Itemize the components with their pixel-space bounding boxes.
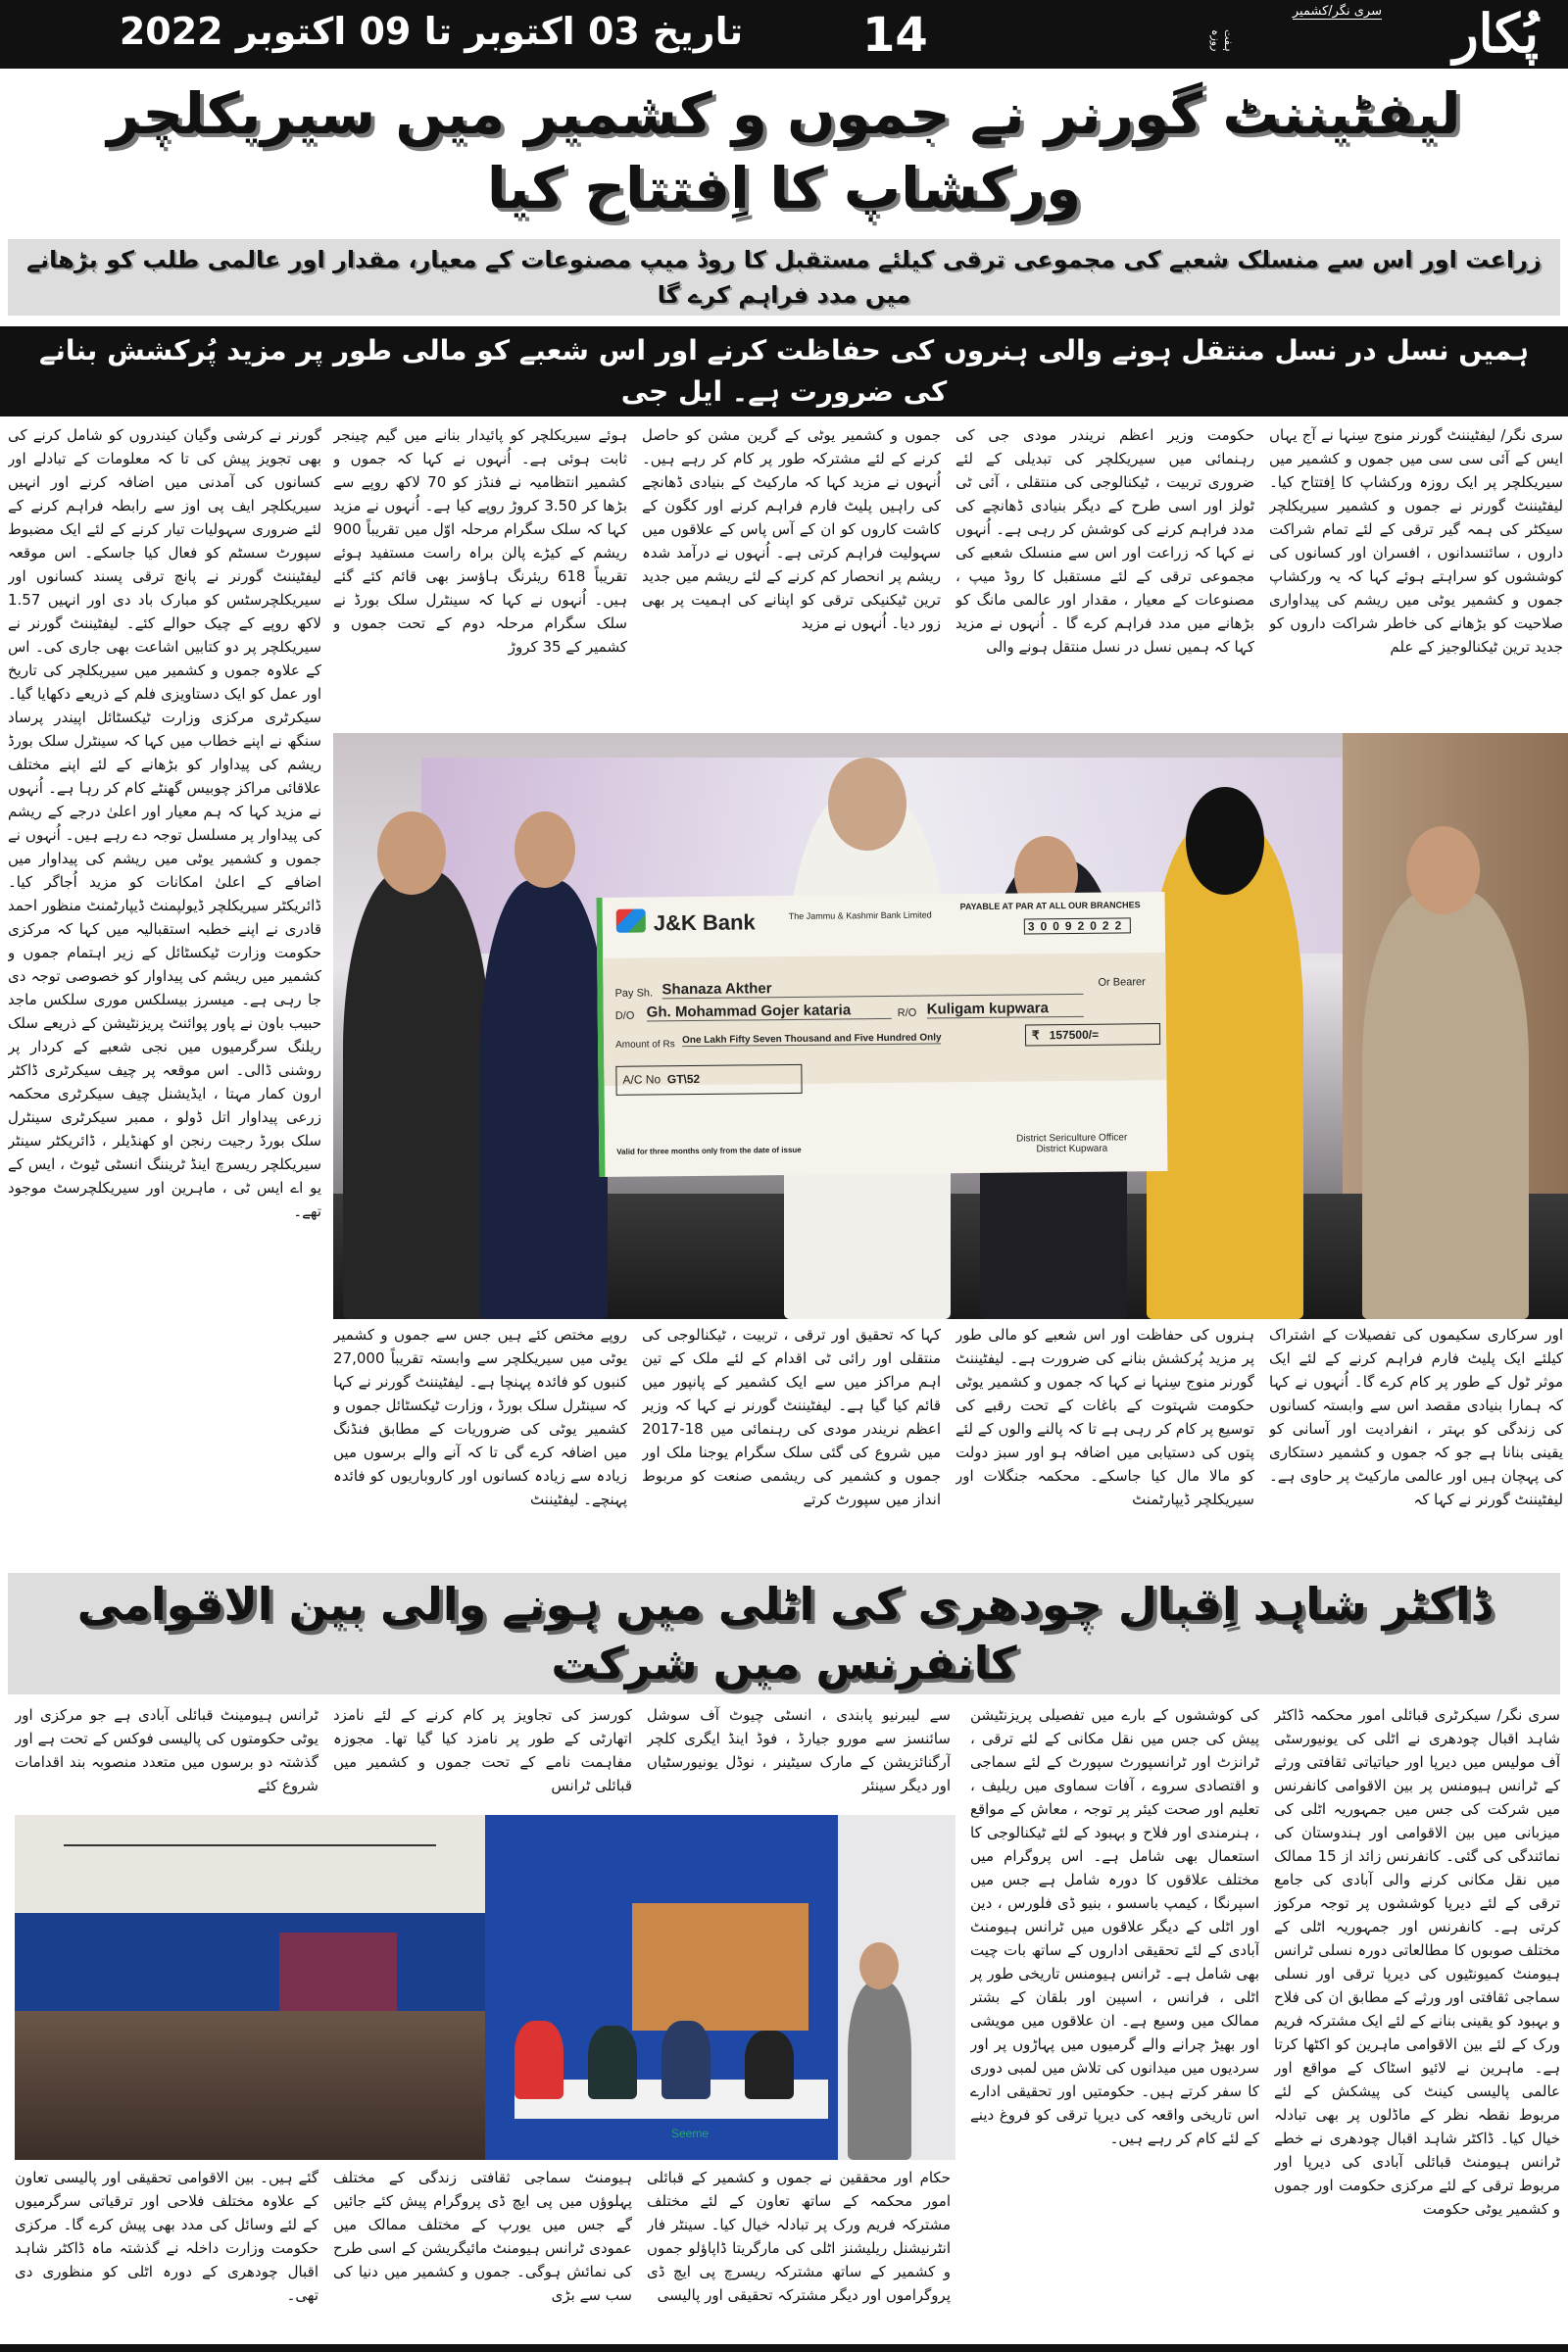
panelist [514,2021,564,2099]
person-head [828,758,906,851]
story1-photo [333,733,1568,1319]
conference-speaker-photo [485,1815,956,2160]
speaker-standing [848,1982,911,2160]
story2-column-4-cont: ہیومنٹ سماجی ثقافتی زندگی کے مختلف پہلوؤں میں پی ایچ ڈی پروگرام پیش کئے جائیں گے جس میں یورپ کے مختلف ممالک میں عمودی ٹرانس ہیومنٹ مائیگریشن کے اسی طرح کی نمائش ہوگی۔ جموں و کشمیر میں دنیا کی سب سے بڑی [333,2169,632,2304]
panelist [745,2031,794,2099]
story2-column-2: کی کوششوں کے بارے میں تفصیلی پریزنٹیشن پیش کی جس میں نقل مکانی کے لئے ترقی ، ٹرانزٹ اور ٹرانسپورٹ سپورٹ کے لئے سماجی و اقتصادی سروے ، آفات سماوی میں ریلیف ، تعلیم اور صحت کیئر پر توجہ ، معاش کے مواقع ، ہنرمندی اور فلاح و بہبود کے لئے ٹیکنالوجی کا استعمال بھی شامل ہے۔ اس پروگرام میں مختلف علاقوں کا دورہ شامل ہے جس میں اسپرنگا ، کیمپ باسسو ، بنیو ڈی فلورس ، دین اور اٹلی کے دیگر علاقوں میں ٹرانس ہیومنٹ آبادی کے لئے تحقیقی اداروں کے ساتھ بات چیت بھی شامل ہے۔ ٹرانس ہیومنس تاریخی طور پر اٹلی ، فرانس ، اسپین اور بلقان کے بشتر ممالک میں وسیع ہے۔ ان علاقوں میں مویشی اور بھیڑ چرانے والے گرمیوں میں پہاڑوں پر اور سردیوں میں میدانوں کی تلاش میں لمبی دوری کا سفر کرتے ہیں۔ حکومتیں اور تحقیقی ادارے اس تاریخی واقعہ کی دیرپا ترقی کو فروغ دینے کے لئے کام کر رہے ہیں۔ [970,1706,1259,2147]
projection-screen [279,1933,397,2011]
story1-column-5: گورنر نے کرشی وگیان کیندروں کو شامل کرنے کی بھی تجویز پیش کی تا کہ معلومات کے تبادلے اور کسانوں کی آمدنی میں اضافہ کرنے اور انہیں سیریکلچر ایف پی اوز سے رابطہ فراہم کرنے کے لئے ضروری سہولیات تیار کرنے کے لئے ایک مضبوط سپورٹ سسٹم کو فعال کیا جاسکے۔ اس موقعہ لیفٹیننٹ گورنر نے پانچ ترقی پسند کسانوں اور سیریکلچرسٹس کو مبارک باد دی اور انہیں 1.57 لاکھ روپے کے چیک حوالے کئے۔ لیفٹیننٹ گورنر نے سیریکلچر پر دو کتابیں اشاعت بھی جاری کی۔ اس کے علاوہ جموں و کشمیر میں سیریکلچر کی تاریخ اور عمل کو ایک دستاویزی فلم کے ذریعے دکھایا گیا۔ سیکرٹری مرکزی وزارت ٹیکسٹائل اپیندر پرساد سنگھ نے اپنے خطاب میں کہا کہ سینٹرل سلک بورڈ ریشم کی پیداوار کو بڑھانے کے لئے اپنے مختلف علاقائی مراکز چوبیس گھنٹے کام کر رہا ہے۔ اُنہوں نے مزید کہا کہ ہم معیار اور اعلیٰ درجے کے ریشم کی پیداوار پر مسلسل توجہ دے رہے ہیں۔ اُنہوں نے جموں و کشمیر یوٹی میں ریشم کی پیداوار میں اضافے کے اعلیٰ امکانات کو مزید اُجاگر کیا۔ ڈائریکٹر سیریکلچر ڈیولپمنٹ ڈیپارٹمنٹ منظور احمد قادری نے اپنے خطبہ استقبالیہ میں کہا کہ مرکزی حکومت وزارت ٹیکسٹائل کے زیر اہتمام جموں و کشمیر میں ریشم کی پیداوار کو خصوصی توجہ دی جا رہی ہے۔ میسرز بیسلکس موری سلکس ماجد حبیب باون نے پاور پوائنٹ پریزنٹیشن کے ذریعے سلک ریلنگ سرگرمیوں میں نجی شعبے کے کردار پر روشنی ڈالی۔ اس موقعہ پر چیف سیکرٹری ڈاکٹر ارون کمار مہتا ، ایڈیشنل چیف سیکرٹری محکمہ زرعی پیداوار اتل ڈولو ، ممبر سیکرٹری سینٹرل سلک بورڈ رجیت رنجن او کھنڈیلر ، ڈائریکٹر سینٹر سیریکلچر ریسرچ اینڈ ٹریننگ انسٹی ٹیوٹ ، ایس کے یو اے ایس ٹی ، ماہرین اور سیریکلچرسٹ موجود تھے۔ [8,426,321,1220]
cheque-signatory [1016,1132,1127,1154]
masthead-logo: پُکار [1452,2,1539,65]
cheque-amount-label: Amount of Rs [615,1039,675,1051]
person-head [1406,826,1480,914]
story1-column-3-cont: کہا کہ تحقیق اور ترقی ، تربیت ، ٹیکنالوجی کی منتقلی اور رائی ٹی اقدام کے لئے ملک کے تین اہم مراکز میں سے ایک کشمیر کے پانپور میں قائم کیا گیا ہے۔ لیفٹیننٹ گورنر نے کہا کہ وزیر اعظم نریندر مودی کی رہنمائی میں 18-2017 میں شروع کی گئی سلک سگرام یوجنا ملک اور جموں و کشمیر کی ریشمی صنعت کو مربوط انداز میں سپورٹ کرتے [642,1326,941,1508]
story1-column-4: ہوئے سیریکلچر کو پائیدار بنانے میں گیم چینجر ثابت ہوئی ہے۔ اُنہوں نے کہا کہ جموں و کشمیر انتظامیہ نے فنڈز کو 70 لاکھ روپے سے بڑھا کر 3.50 کروڑ روپے کیا ہے۔ اُنہوں نے مزید کہا کہ سلک سگرام مرحلہ اوّل میں تقریباً 900 ریشم کے کیڑے پالن براہ راست مستفید ہوئے تقریباً 618 ریئرنگ ہاؤسز بھی قائم کئے گئے ہیں۔ اُنہوں نے کہا کہ سینٹرل سلک بورڈ نے سلک سگرام مرحلہ دوم کے تحت جموں و کشمیر کے 35 کروڑ [333,426,627,656]
story1-column-1: سری نگر/ لیفٹیننٹ گورنر منوج سِنہا نے آج یہاں ایس کے آئی سی سی میں جموں و کشمیر میں سیریکلچر پر ایک روزہ ورکشاپ کا اِفتتاح کیا۔ لیفٹیننٹ گورنر نے جموں و کشمیر سیریکلچر سیکٹر کی ہمہ گیر ترقی کے لئے تمام شراکت داروں ، سائنسدانوں ، افسران اور کسانوں کی کوششوں کو سراہتے ہوئے کہا کہ یہ ورکشاپ جموں و کشمیر یوٹی میں ریشم کی پیداواری صلاحیت کو بڑھانے کی خاطر شراکت داروں کو جدید ترین ٹیکنالوجیز کے علم [1269,426,1563,656]
cheque-validity: Valid for three months only from the date of issue [616,1145,802,1156]
cheque-date: 30092022 [1024,917,1132,934]
cheque-residence: Kuligam kupwara [927,1000,1084,1019]
story1-column-1-cont: اور سرکاری سکیموں کی تفصیلات کے اشتراک کیلئے ایک پلیٹ فارم فراہم کرنے کے لئے ایک موثر ٹول کے طور پر کام کرے گا۔ اُنہوں نے کہا کہ ہمارا بنیادی مقصد اس سے وابستہ کسانوں کی زندگی کو بہتر ، انفرادیت اور آسانی کو یقینی بنانا ہے جو کہ جموں و کشمیر دستکاری کی پہچان ہیں اور عالمی مارکیٹ پر حاوی ہے۔ لیفٹیننٹ گورنر نے کہا کہ [1269,1326,1563,1508]
story2-column-4: کورسز کی تجاویز پر کام کرنے کے لئے نامزد اتھارٹی کے طور پر نامزد کیا گیا تھا۔ مجوزہ مفاہمت نامے کے تحت جموں و کشمیر میں قبائلی ٹرانس [333,1706,632,1794]
person-head [377,811,446,895]
jk-bank-logo-icon [616,909,646,933]
person-head-black-scarf [1186,787,1264,895]
person-right-suit [1362,890,1529,1319]
issue-date: تاریخ 03 اکتوبر تا 09 اکتوبر 2022 [119,10,744,53]
cheque-ac-label: A/C No [622,1072,662,1087]
story1-kicker: ہمیں نسل در نسل منتقل ہونے والی ہنروں کی حفاظت کرنے اور اس شعبے کو مالی طور پر مزید پُرکشش بنانے کی ضرورت ہے۔ ایل جی [0,326,1568,416]
cheque-parent: Gh. Mohammad Gojer kataria [647,1002,892,1022]
story1-column-3: جموں و کشمیر یوٹی کے گرین مشن کو حاصل کرنے کے لئے مشترکہ طور پر کام کر رہے ہیں۔ اُنہوں نے مزید کہا کہ مارکیٹ کے بنیادی ڈھانچے کی راہیں پلیٹ فارم فراہم کرنے اور کگون کے کاشت کاروں کو ان کے آس پاس کے علاقوں میں سہولیت فراہم کرتی ہے۔ اُنہوں نے درآمد شدہ ریشم پر انحصار کم کرنے کے لئے ریشم میں جدید ترین ٹیکنیکی ترقی کو اپنانے کی اہمیت پر بھی زور دیا۔ اُنہوں نے مزید [642,426,941,632]
person-suit [480,880,608,1319]
header-bar [0,0,1568,69]
cheque-amount-box [1025,1023,1160,1046]
story2-column-5: ٹرانس ہیومینٹ قبائلی آبادی ہے جو مرکزی اور یوٹی حکومتوں کی پالیسی فوکس کے تحت ہے اور گذشتہ دو برسوں میں متعدد منصوبہ بند اقدامات شروع کئے [15,1706,318,1794]
cheque-amount-words: One Lakh Fifty Seven Thousand and Five Hundred Only [681,1032,942,1047]
panelist [588,2026,637,2099]
story1-column-4-cont: روپے مختص کئے ہیں جس سے جموں و کشمیر یوٹی میں سیریکلچر سے وابستہ تقریباً 27,000 کنبوں کو فائدہ پہنچا ہے۔ لیفٹیننٹ گورنر نے کہا کہ سینٹرل سلک بورڈ ، وزارت ٹیکسٹائل جموں و کشمیر یوٹی کی ضروریات کے مطابق فنڈنگ میں اضافہ کرے گی تا کہ آنے والے برسوں میں زیادہ سے زیادہ کسانوں اور کاروباریوں کو فائدہ پہنچے۔ لیفٹیننٹ [333,1326,627,1508]
speaker-head [859,1942,899,1989]
screen-logo: Seeme [671,2127,710,2140]
story1-headline: لیفٹیننٹ گورنر نے جموں و کشمیر میں سیریکلچر ورکشاپ کا اِفتتاح کیا [107,80,1461,221]
story2-column-1: سری نگر/ سیکرٹری قبائلی امور محکمہ ڈاکٹر شاہد اقبال چودھری نے اٹلی کی یونیورسٹی آف مولیس میں دیرپا اور حیاتیاتی ثقافتی ورثے کے ٹرانس ہیومنس پر بین الاقوامی کانفرنس میں شرکت کی جس میں جمہوریہ اٹلی کی میزبانی میں بین الاقوامی اور ہندوستان کی نمائندگی کی گئی۔ کانفرنس زائد از 15 ممالک میں نقل مکانی کرنے والی آبادی کی جامع ترقی کے لئے دیرپا کوششوں پر توجہ مرکوز کرتی ہے۔ کانفرنس اور جمہوریہ اٹلی کے مختلف صوبوں کا مطالعاتی دورہ نسلی ٹرانس ہیومنٹ کمیونٹیوں کی دیرپا ترقی اور نسلی سماجی ثقافتی اور ورثے کے مطابق ان کی فلاح و بہبود کو یقینی بنانے کے لئے ایک مشترکہ فریم ورک کے لئے بین الاقوامی ماہرین کو اکٹھا کرتا ہے۔ ماہرین نے لائیو اسٹاک کے مواقع اور عالمی پالیسی کینٹ کی پیشکش کے لئے مربوط نقطہ نظر کے ماڈلوں پر بھی تبادلہ خیال کیا۔ ڈاکٹر شاہد اقبال چودھری نے خطے ٹرانس ہیومنٹ قبائلی آبادی کی دیرپا اور مربوط ترقی کے لئے مرکزی حکومت اور جموں و کشمیر یوٹی حکومت [1274,1706,1560,2218]
cheque-payable: PAYABLE AT PAR AT ALL OUR BRANCHES [959,900,1141,912]
story1-column-2-cont: ہنروں کی حفاظت اور اس شعبے کو مالی طور پر مزید پُرکشش بنانے کی ضرورت ہے۔ لیفٹیننٹ گورنر منوج سِنہا نے کہا کہ جموں و کشمیر یوٹی حکومت شہتوت کے باغات کے تحت رقبے کی توسیع پر کام کر رہی ہے تا کہ پالنے والوں کے لئے پتوں کی دستیابی میں اضافہ ہو اور سبز دولت کو مالا مال کیا جاسکے۔ محکمہ جنگلات اور سیریکلچر ڈیپارٹمنٹ [956,1326,1254,1508]
conference-audience-photo [15,1815,485,2160]
story2-column-3: سے لیبرنیو پابندی ، انسٹی چیوٹ آف سوشل سائنسز سے مورو جیارڈ ، فوڈ اینڈ ایگری کلچر آرگنائزیشن کے مارک سیٹینر ، نوڈل یونیورسٹیاں اور دیگر سینئر [647,1706,951,1794]
cheque-do-label: D/O [614,1009,635,1022]
story2-headline: ڈاکٹر شاہد اِقبال چودھری کی اٹلی میں ہونے والی بین الاقوامی کانفرنس میں شرکت [8,1573,1560,1694]
masthead-subtitle: سری نگر/کشمیر [1292,4,1382,19]
cheque-ro-label: R/O [897,1006,917,1019]
story2-column-5-cont: گئے ہیں۔ بین الاقوامی تحقیقی اور پالیسی تعاون کے علاوہ مختلف فلاحی اور ترقیاتی سرگرمیوں کے لئے وسائل کی مدد بھی پیش کرے گا۔ مرکزی حکومت وزارت داخلہ نے گذشتہ ماہ ڈاکٹر شاہد اقبال چودھری کے دورہ اٹلی کو منظوری دی تھی۔ [15,2169,318,2304]
person-recipient-yellow [1147,821,1303,1319]
bottom-rule [0,2344,1568,2352]
story1-column-2: حکومت وزیر اعظم نریندر مودی جی کی رہنمائی میں سیریکلچر کی تبدیلی کے لئے ضروری تربیت ، ٹیکنالوجی کی منتقلی ، آئی ٹی ٹولز اور اسی طرح کے دیگر بنیادی ڈھانچے کی مدد فراہم کرنے کی کوشش کر رہی ہے۔ اُنہوں نے کہا کہ زراعت اور اس سے منسلک شعبے کی مجموعی ترقی کے لئے مستقبل کا روڈ میپ ، مصنوعات کے معیار ، مقدار اور عالمی مانگ کو بڑھانے میں مدد فراہم کرے گا ۔ اُنہوں نے مزید کہا کہ ہمیں نسل در نسل منتقل ہونے والی [956,426,1254,656]
audience [15,2011,485,2160]
person-left-vest [343,870,490,1319]
cheque-payee: Shanaza Akther [662,977,1083,1000]
page-number: 14 [862,8,928,63]
rupee-icon: ₹ [1031,1028,1040,1043]
story2-column-3-cont: حکام اور محققین نے جموں و کشمیر کے قبائلی امور محکمہ کے ساتھ تعاون کے لئے مختلف مشترکہ فریم ورک پر تبادلہ خیال کیا۔ سینٹر فار انٹرنیشنل ریلیشنز اٹلی کی مارگریتا ڈاپاؤلو جموں و کشمیر کے ساتھ مشترکہ ریسرچ پی ایچ ڈی پروگراموں اور دیگر مشترکہ تحقیقی اور پالیسی [647,2169,951,2304]
person-head [514,811,575,888]
wooden-panel [632,1903,808,2031]
cheque-signatory-district: District Kupwara [1036,1143,1108,1155]
cheque-signatory-title: District Sericulture Officer [1016,1132,1128,1145]
cheque-bank-full: The Jammu & Kashmir Bank Limited [788,909,932,921]
cheque-pay-label: Pay Sh. [614,987,654,1000]
panelist [662,2021,710,2099]
cheque-bank-name: J&K Bank [653,909,756,936]
cheque-ac-box [615,1064,802,1096]
ceiling-track-lights [64,1844,436,1846]
cheque-ac-no: GT\52 [666,1071,701,1087]
masthead-frequency: ہفت روزہ [1209,29,1235,52]
cheque [597,892,1168,1177]
cheque-or-bearer: Or Bearer [1098,976,1146,989]
cheque-amount: 157500/= [1049,1027,1100,1043]
story1-subheadline: زراعت اور اس سے منسلک شعبے کی مجموعی ترقی کیلئے مستقبل کا روڈ میپ مصنوعات کے معیار، مقدار اور عالمی طلب کو بڑھانے میں مدد فراہم کرے گا [8,239,1560,316]
